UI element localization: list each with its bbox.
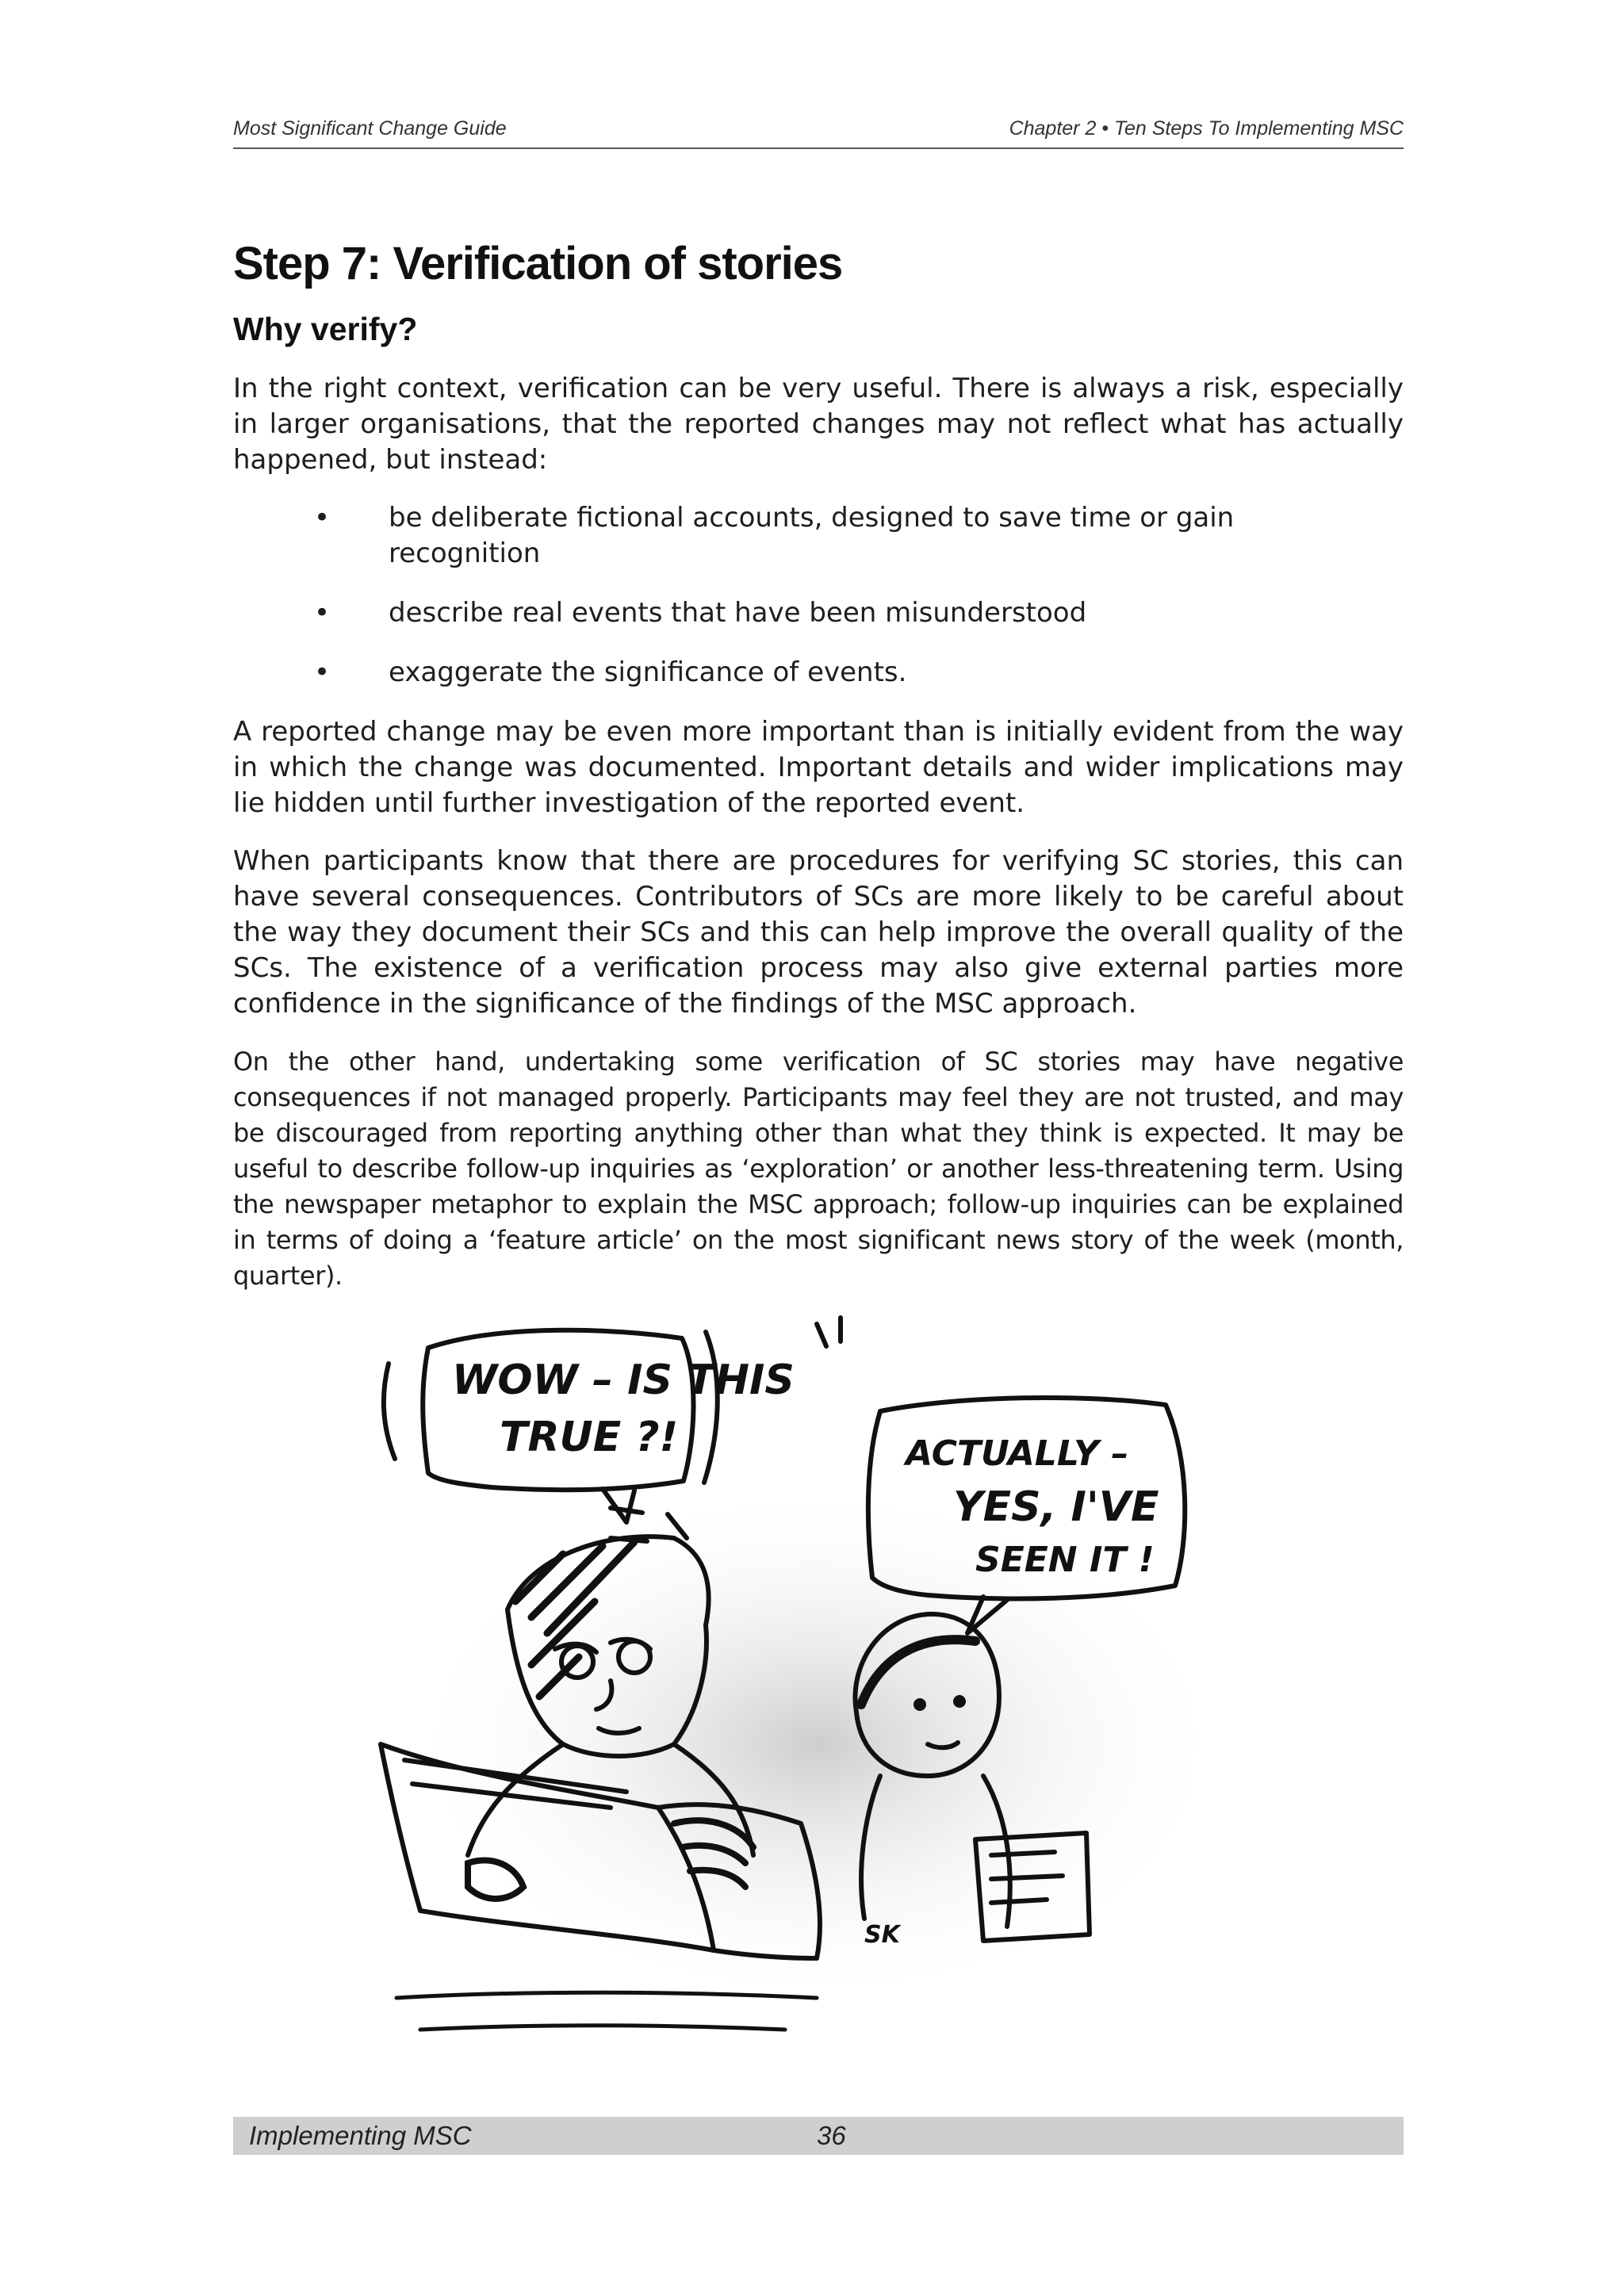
running-header bbox=[233, 116, 1404, 149]
artist-signature: SK bbox=[864, 1921, 900, 1949]
bullet-dot: • bbox=[314, 597, 331, 629]
bubble-right-line2: YES, I'VE bbox=[953, 1483, 1159, 1531]
header-guide-title: Most Significant Change Guide bbox=[233, 117, 507, 140]
header-chapter-title: Chapter 2 • Ten Steps To Implementing MSC bbox=[1009, 117, 1404, 140]
footer-label: Implementing MSC bbox=[249, 2121, 472, 2150]
bullet-text: be deliberate fictional accounts, designed to save time or gain recognition bbox=[389, 502, 1235, 569]
bullet-text: describe real events that have been misunderstood bbox=[389, 597, 1087, 629]
step-title: Step 7: Verification of stories bbox=[233, 238, 843, 289]
bullet-dot: • bbox=[314, 502, 331, 534]
list-item bbox=[233, 655, 1245, 691]
bubble-left-line2: TRUE ?! bbox=[500, 1414, 679, 1461]
bubble-right-line1: ACTUALLY – bbox=[906, 1433, 1129, 1474]
paragraph-consequences: When participants know that there are procedures for verifying SC stories, this can have several consequences. Contributors of SCs are more likely to be careful about the way they document their SCs and this can help improve the overall quality of the SCs. The existence of a verification process may also give external parties more confidence in the significance of the findings of the MSC approach. bbox=[233, 845, 1404, 1020]
surprise-marks-top bbox=[817, 1318, 841, 1346]
bullet-text: exaggerate the significance of events. bbox=[389, 656, 907, 688]
bullet-dot: • bbox=[314, 656, 331, 688]
bubble-right-line3: SEEN IT ! bbox=[975, 1540, 1155, 1580]
page-number: 36 bbox=[817, 2121, 846, 2150]
page-footer bbox=[233, 2117, 1404, 2155]
paragraph-reported-change: A reported change may be even more important than is initially evident from the way in which the change was documented. Important details and wider implications may lie hidden until further investigation of the reported event. bbox=[233, 716, 1404, 819]
paragraph-negative-consequences: On the other hand, undertaking some verification of SC stories may have negative consequences if not managed properly. Participants may feel they are not trusted, and may be discouraged from reporting anything other than what they think is expected. It may be useful to describe follow-up inquiries as ‘exploration’ or another less-threatening term. Using the newspaper metaphor to explain the MSC approach; follow-up inquiries can be explained in terms of doing a ‘feature article’ on the most significant news story of the week (month, quarter). bbox=[233, 1047, 1404, 1291]
list-item bbox=[233, 595, 1245, 631]
cartoon-illustration bbox=[373, 1300, 1261, 2061]
list-item bbox=[233, 500, 1245, 572]
section-title: Why verify? bbox=[233, 311, 418, 347]
bullet-list bbox=[233, 500, 1404, 691]
page-content bbox=[233, 236, 1404, 1316]
intro-paragraph: In the right context, verification can be very useful. There is always a risk, especially in larger organisations, that the reported changes may not reflect what has actually happened, but instead: bbox=[233, 373, 1404, 476]
bubble-left-line1: WOW – IS THIS bbox=[452, 1357, 795, 1404]
